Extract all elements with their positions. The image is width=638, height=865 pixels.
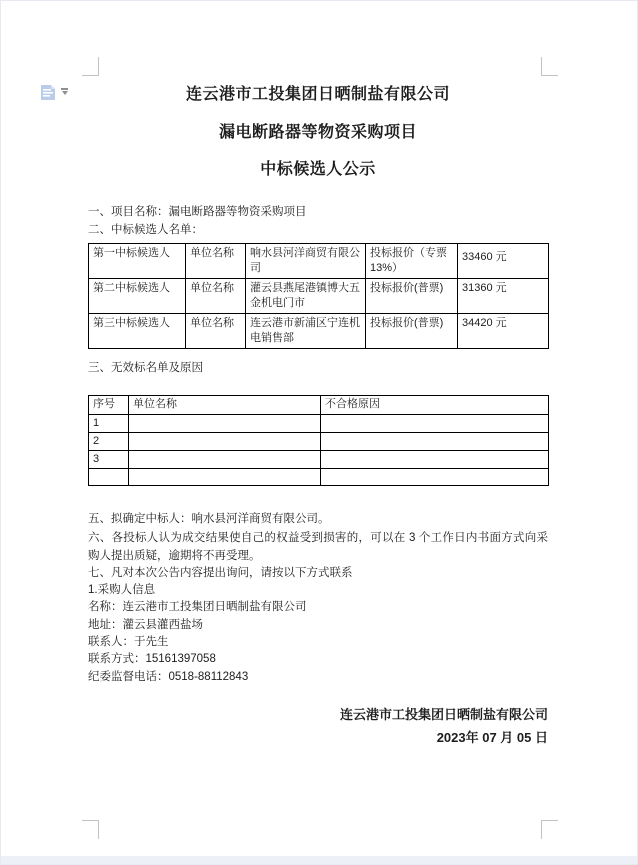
- column-header-unit: 单位名称: [129, 396, 321, 415]
- price-value: 34420 元: [458, 314, 549, 349]
- row-unit: [129, 469, 321, 486]
- page-bottom-edge: [1, 856, 637, 864]
- price-value: 33460 元: [458, 244, 549, 279]
- text-boundary-mark-bottom-right: [541, 820, 558, 839]
- table-row: [89, 433, 549, 451]
- buyer-address: 地址：灌云县灌西盐场: [88, 619, 203, 631]
- buyer-contact-phone: 联系方式：15161397058: [88, 653, 216, 665]
- unit-label: 单位名称: [186, 314, 246, 349]
- candidate-rank: 第一中标候选人: [89, 244, 186, 279]
- chevron-down-icon: [61, 88, 68, 95]
- section-contact-instruction: 七、凡对本次公告内容提出询问，请按以下方式联系: [88, 567, 353, 579]
- table-row: [89, 314, 549, 349]
- row-reason: [321, 469, 549, 486]
- section-project-name: 一、项目名称：漏电断路器等物资采购项目: [88, 206, 307, 218]
- text-boundary-mark-top-right: [541, 57, 558, 76]
- unit-name: 灌云县燕尾港镇博大五金机电门市: [246, 279, 366, 314]
- row-no: 2: [89, 433, 129, 451]
- row-unit: [129, 451, 321, 469]
- table-header-row: [89, 396, 549, 415]
- unit-name: 响水县河洋商贸有限公司: [246, 244, 366, 279]
- column-header-reason: 不合格原因: [321, 396, 549, 415]
- row-reason: [321, 415, 549, 433]
- price-value: 31360 元: [458, 279, 549, 314]
- text-boundary-mark-bottom-left: [82, 820, 99, 839]
- candidates-table: [88, 243, 549, 349]
- table-row: [89, 469, 549, 486]
- doc-title-announcement: 中标候选人公示: [260, 161, 376, 178]
- text-boundary-mark-top-left: [82, 57, 99, 76]
- section-invalid-heading: 三、无效标名单及原因: [88, 362, 203, 374]
- paste-options-button[interactable]: [40, 80, 74, 102]
- row-unit: [129, 415, 321, 433]
- unit-label: 单位名称: [186, 244, 246, 279]
- buyer-supervision-phone: 纪委监督电话：0518-88112843: [88, 671, 249, 683]
- price-label: 投标报价(普票): [366, 314, 458, 349]
- paste-options-icon: [40, 82, 57, 101]
- table-row: [89, 415, 549, 433]
- table-row: [89, 279, 549, 314]
- doc-title-company: 连云港市工投集团日晒制盐有限公司: [185, 86, 450, 103]
- table-row: [89, 451, 549, 469]
- column-header-no: 序号: [89, 396, 129, 415]
- doc-title-project: 漏电断路器等物资采购项目: [218, 124, 417, 141]
- invalid-bids-table: [88, 395, 549, 486]
- candidate-rank: 第二中标候选人: [89, 279, 186, 314]
- section-candidates-heading: 二、中标候选人名单：: [88, 224, 203, 236]
- section-objection-notice: 六、各投标人认为成交结果使自己的权益受到损害的，可以在 3 个工作日内书面方式向采购人提出质疑，逾期将不再受理。: [88, 532, 548, 562]
- signature-company: 连云港市工投集团日晒制盐有限公司: [339, 707, 548, 722]
- section-confirmed-winner: 五、拟确定中标人：响水县河洋商贸有限公司。: [88, 513, 330, 525]
- unit-label: 单位名称: [186, 279, 246, 314]
- candidate-rank: 第三中标候选人: [89, 314, 186, 349]
- row-unit: [129, 433, 321, 451]
- row-reason: [321, 451, 549, 469]
- signature-date: 2023年 07 月 05 日: [436, 730, 548, 745]
- buyer-info-heading: 1.采购人信息: [88, 584, 156, 596]
- buyer-name: 名称：连云港市工投集团日晒制盐有限公司: [88, 601, 307, 613]
- unit-name: 连云港市新浦区宁连机电销售部: [246, 314, 366, 349]
- price-label: 投标报价（专票13%）: [366, 244, 458, 279]
- buyer-contact-person: 联系人：于先生: [88, 636, 169, 648]
- row-no: 3: [89, 451, 129, 469]
- row-no: 1: [89, 415, 129, 433]
- row-no: [89, 469, 129, 486]
- row-reason: [321, 433, 549, 451]
- table-row: [89, 244, 549, 279]
- price-label: 投标报价(普票): [366, 279, 458, 314]
